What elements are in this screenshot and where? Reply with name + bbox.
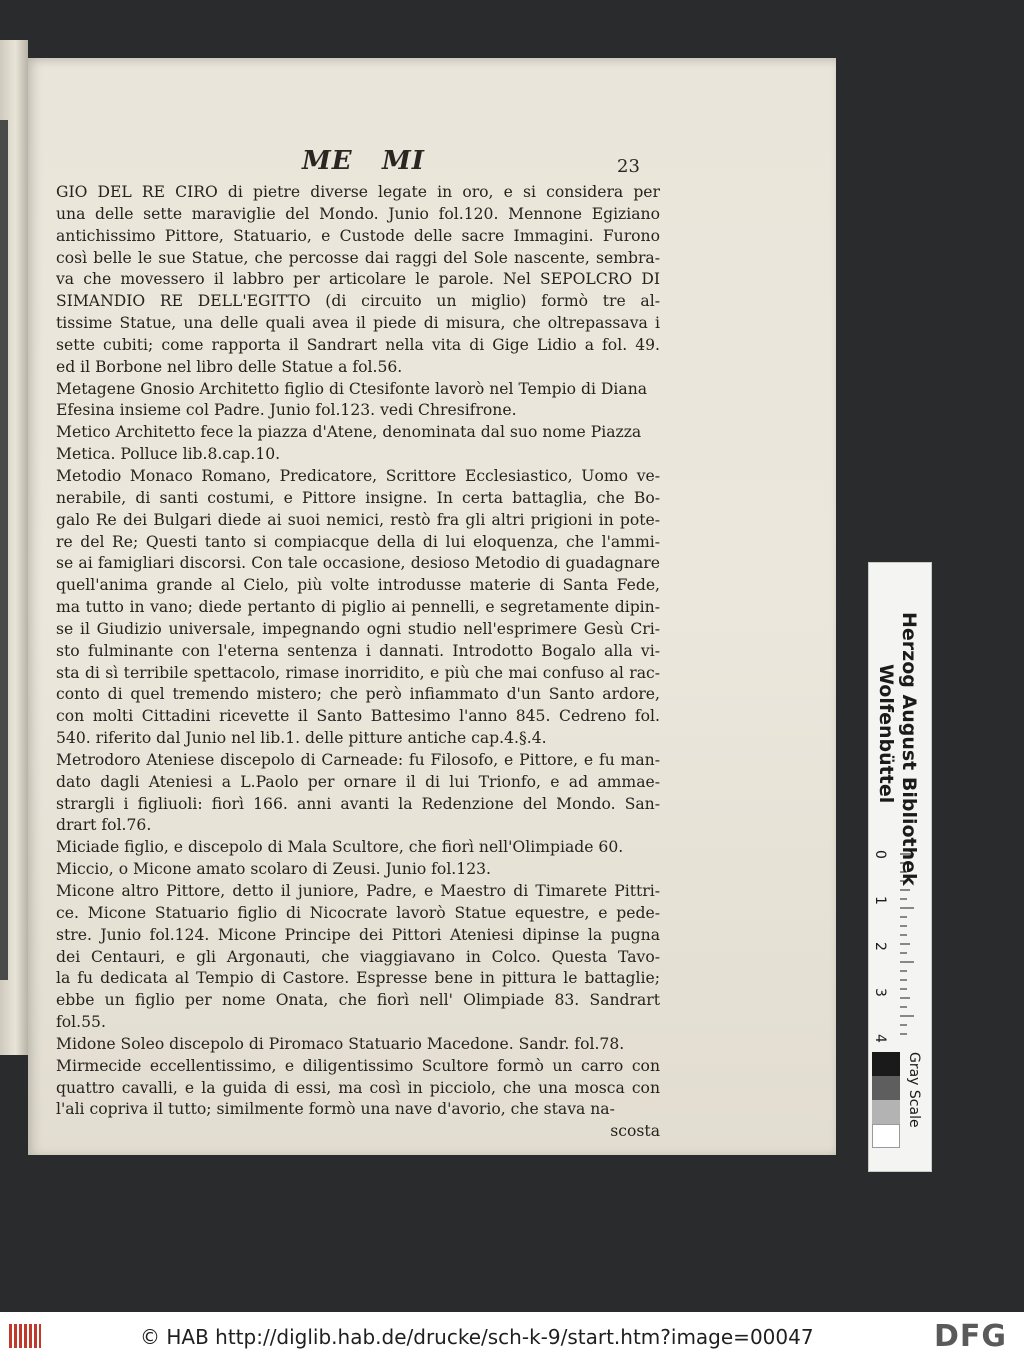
ruler-digit-0: 0 (872, 850, 888, 859)
text-line: Metica. Polluce lib.8.cap.10. (56, 445, 281, 464)
text-line: SIMANDIO RE DELL'EGITTO (di circuito un miglio) formò tre al- (56, 292, 660, 311)
text-line: la fu dedicata al Tempio di Castore. Espresse bene in pittura le battaglie; (56, 969, 660, 988)
footer-bar (0, 1312, 1024, 1359)
gray-swatch-light (872, 1100, 900, 1124)
text-line: l'ali copriva il tutto; similmente formò una nave d'avorio, che stava na- (56, 1100, 615, 1119)
text-line: quattro cavalli, e la guida di essi, ma così in picciolo, che una mosca con (56, 1078, 660, 1097)
library-icon (8, 1322, 42, 1350)
text-line: dei Centauri, e gli Argonauti, che viaggiavano in Colco. Questa Tavo- (56, 947, 660, 966)
text-line: va che movessero il labbro per articolare le parole. Nel SEPOLCRO DI (56, 270, 660, 289)
text-line: ce. Micone Statuario figlio di Nicocrate lavorò Statue equestre, e pede- (56, 903, 660, 922)
text-line: sta di sì terribile spettacolo, rimase inorridito, e più che mai confuso al rac- (56, 663, 660, 682)
text-line: Metodio Monaco Romano, Predicatore, Scrittore Ecclesiastico, Uomo ve- (56, 466, 660, 485)
text-line: Miccio, o Micone amato scolaro di Zeusi. Junio fol.123. (56, 860, 491, 879)
ruler-title-library: Herzog August Bibliothek (898, 612, 920, 886)
gray-swatch-white (872, 1124, 900, 1148)
ruler-digit-3: 3 (872, 988, 888, 997)
text-line: quell'anima grande al Cielo, più volte introdusse materie di Santa Fede, (56, 576, 660, 595)
text-line: Micone altro Pittore, detto il juniore, Padre, e Maestro di Timarete Pittri- (56, 882, 660, 900)
text-line: così belle le sue Statue, che percosse dai raggi del Sole nascente, sembra- (56, 248, 660, 267)
text-line: strargli i figliuoli: fiorì 166. anni avanti la Redenzione del Mondo. San- (56, 794, 660, 813)
ruler-scale-ticks (900, 850, 914, 1040)
text-line: sto fulminante con l'eterna sentenza i dannati. Introdotto Bogalo alla vi- (56, 641, 660, 660)
ruler-digit-2: 2 (872, 942, 888, 951)
text-line: antichissimo Pittore, Statuario, e Custode delle sacre Immagini. Furono (56, 226, 660, 245)
text-line: Metagene Gnosio Architetto figlio di Ctesifonte lavorò nel Tempio di Diana (56, 379, 648, 398)
text-line: fol.55. (56, 1013, 106, 1032)
gray-swatch-dark (872, 1076, 900, 1100)
running-header-left: ME (302, 146, 353, 176)
text-line: nerabile, di santi costumi, e Pittore insigne. In certa battaglia, che Bo- (56, 488, 660, 507)
text-line: ebbe un figlio per nome Onata, che fiorì nell' Olimpiade 83. Sandrart (56, 991, 660, 1010)
text-line: 540. riferito dal Junio nel lib.1. delle pitture antiche cap.4.§.4. (56, 729, 547, 748)
dfg-logo: DFG (934, 1319, 1008, 1354)
text-line: Midone Soleo discepolo di Piromaco Statuario Macedone. Sandr. fol.78. (56, 1034, 625, 1053)
gray-scale-label: Gray Scale (906, 1052, 922, 1128)
text-line: con molti Cittadini ricevette il Santo Battesimo l'anno 845. Cedreno fol. (56, 707, 660, 726)
page-number: 23 (617, 156, 640, 177)
gray-swatch-black (872, 1052, 900, 1076)
text-line: una delle sette maraviglie del Mondo. Junio fol.120. Mennone Egiziano (56, 204, 660, 223)
text-line: ma tutto in vano; diede pertanto di piglio ai pennelli, e segretamente dipin- (56, 598, 660, 617)
text-line: se il Giudizio universale, impegnando ogni studio nell'esprimere Gesù Cri- (56, 619, 660, 638)
text-line: galo Re dei Bulgari diede ai suoi nemici, restò fra gli altri prigioni in pote- (56, 510, 660, 529)
text-line: Metrodoro Ateniese discepolo di Carneade: fu Filosofo, e Pittore, e fu man- (56, 750, 660, 769)
text-line: dato dagli Ateniesi a L.Paolo per ornare il di lui Trionfo, e ad ammae- (56, 772, 660, 791)
text-line: GIO DEL RE CIRO di pietre diverse legate in oro, e si considera per (56, 183, 660, 201)
text-line: Metico Architetto fece la piazza d'Atene, denominata dal suo nome Piazza (56, 423, 642, 442)
ruler-digit-1: 1 (872, 896, 888, 905)
text-line: sette cubiti; come rapporta il Sandrart nella vita di Gige Lidio a fol. 49. (56, 335, 660, 354)
text-line: scosta (610, 1122, 660, 1141)
running-header-right: MI (382, 146, 425, 176)
footer-source-link[interactable]: © HAB http://diglib.hab.de/drucke/sch-k-9/start.htm?image=00047 (140, 1325, 814, 1349)
ruler-digit-4: 4 (872, 1034, 888, 1043)
text-line: ed il Borbone nel libro delle Statue a fol.56. (56, 357, 403, 376)
text-line: Miciade figlio, e discepolo di Mala Scultore, che fiorì nell'Olimpiade 60. (56, 838, 624, 857)
left-page-shadow (0, 120, 8, 980)
text-line: Efesina insieme col Padre. Junio fol.123. vedi Chresifrone. (56, 401, 517, 420)
ruler-title-city: Wolfenbüttel (875, 664, 897, 804)
text-line: drart fol.76. (56, 816, 152, 835)
text-line: Mirmecide eccellentissimo, e diligentissimo Scultore formò un carro con (56, 1056, 660, 1075)
text-line: re del Re; Questi tanto si compiacque della di lui eloquenza, che l'ammi- (56, 532, 660, 551)
text-line: tissime Statue, una delle quali avea il piede di misura, che oltrepassava i (56, 314, 660, 333)
text-line: se ai famigliari discorsi. Con tale occasione, desioso Metodio di guadagnare (56, 554, 660, 573)
text-line: conto di quel tremendo mistero; che però infiammato d'un Santo ardore, (56, 685, 660, 704)
text-line: stre. Junio fol.124. Micone Principe dei Pittori Ateniesi dipinse la pugna (56, 925, 660, 944)
body-text (56, 182, 660, 1143)
